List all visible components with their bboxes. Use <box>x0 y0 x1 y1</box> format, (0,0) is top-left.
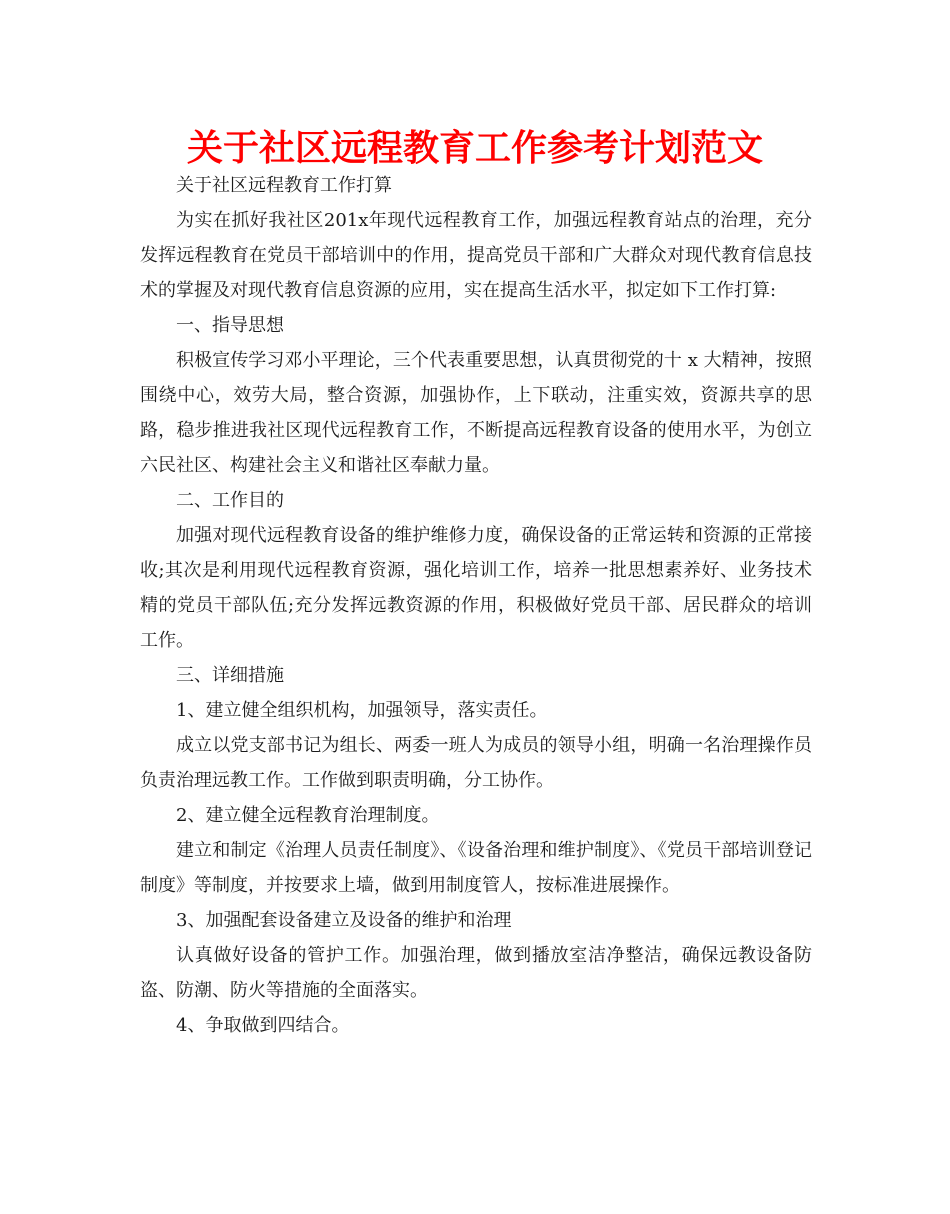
measure-heading-3: 3、加强配套设备建立及设备的维护和治理 <box>176 910 512 931</box>
paragraph-intro: 为实在抓好我社区201x年现代远程教育工作，加强远程教育站点的治理，充分发挥远程教育在党员干部培训中的作用，提高党员干部和广大群众对现代教育信息技术的掌握及对现代教育信息资源的应用，实在提高生活水平，拟定如下工作打算: <box>140 210 812 301</box>
section-heading-guiding-thought: 一、指导思想 <box>176 315 284 336</box>
section-heading-work-goal: 二、工作目的 <box>176 490 284 511</box>
measure-paragraph-2: 建立和制定《治理人员责任制度》、《设备治理和维护制度》、《党员干部培训登记制度》等制度，并按要求上墙，做到用制度管人，按标准进展操作。 <box>140 840 812 896</box>
measure-heading-1: 1、建立健全组织机构，加强领导，落实责任。 <box>176 700 548 721</box>
paragraph-subtitle: 关于社区远程教育工作打算 <box>176 175 392 196</box>
measure-paragraph-3: 认真做好设备的管护工作。加强治理，做到播放室洁净整洁，确保远教设备防盗、防潮、防火等措施的全面落实。 <box>140 945 812 1001</box>
measure-paragraph-1: 成立以党支部书记为组长、两委一班人为成员的领导小组，明确一名治理操作员负责治理远教工作。工作做到职责明确，分工协作。 <box>140 735 812 791</box>
document-body <box>140 168 812 1043</box>
measure-heading-4: 4、争取做到四结合。 <box>176 1015 350 1036</box>
paragraph-guiding-thought: 积极宣传学习邓小平理论，三个代表重要思想，认真贯彻党的十 x 大精神，按照围绕中心，效劳大局，整合资源，加强协作，上下联动，注重实效，资源共享的思路，稳步推进我社区现代远程教育工作，不断提高远程教育设备的使用水平，为创立六民社区、构建社会主义和谐社区奉献力量。 <box>140 350 812 476</box>
document-title: 关于社区远程教育工作参考计划范文 <box>186 128 763 169</box>
measure-heading-2: 2、建立健全远程教育治理制度。 <box>176 805 440 826</box>
paragraph-work-goal: 加强对现代远程教育设备的维护维修力度，确保设备的正常运转和资源的正常接收;其次是利用现代远程教育资源，强化培训工作，培养一批思想素养好、业务技术精的党员干部队伍;充分发挥远教资源的作用，积极做好党员干部、居民群众的培训工作。 <box>140 525 812 651</box>
section-heading-measures: 三、详细措施 <box>176 665 284 686</box>
